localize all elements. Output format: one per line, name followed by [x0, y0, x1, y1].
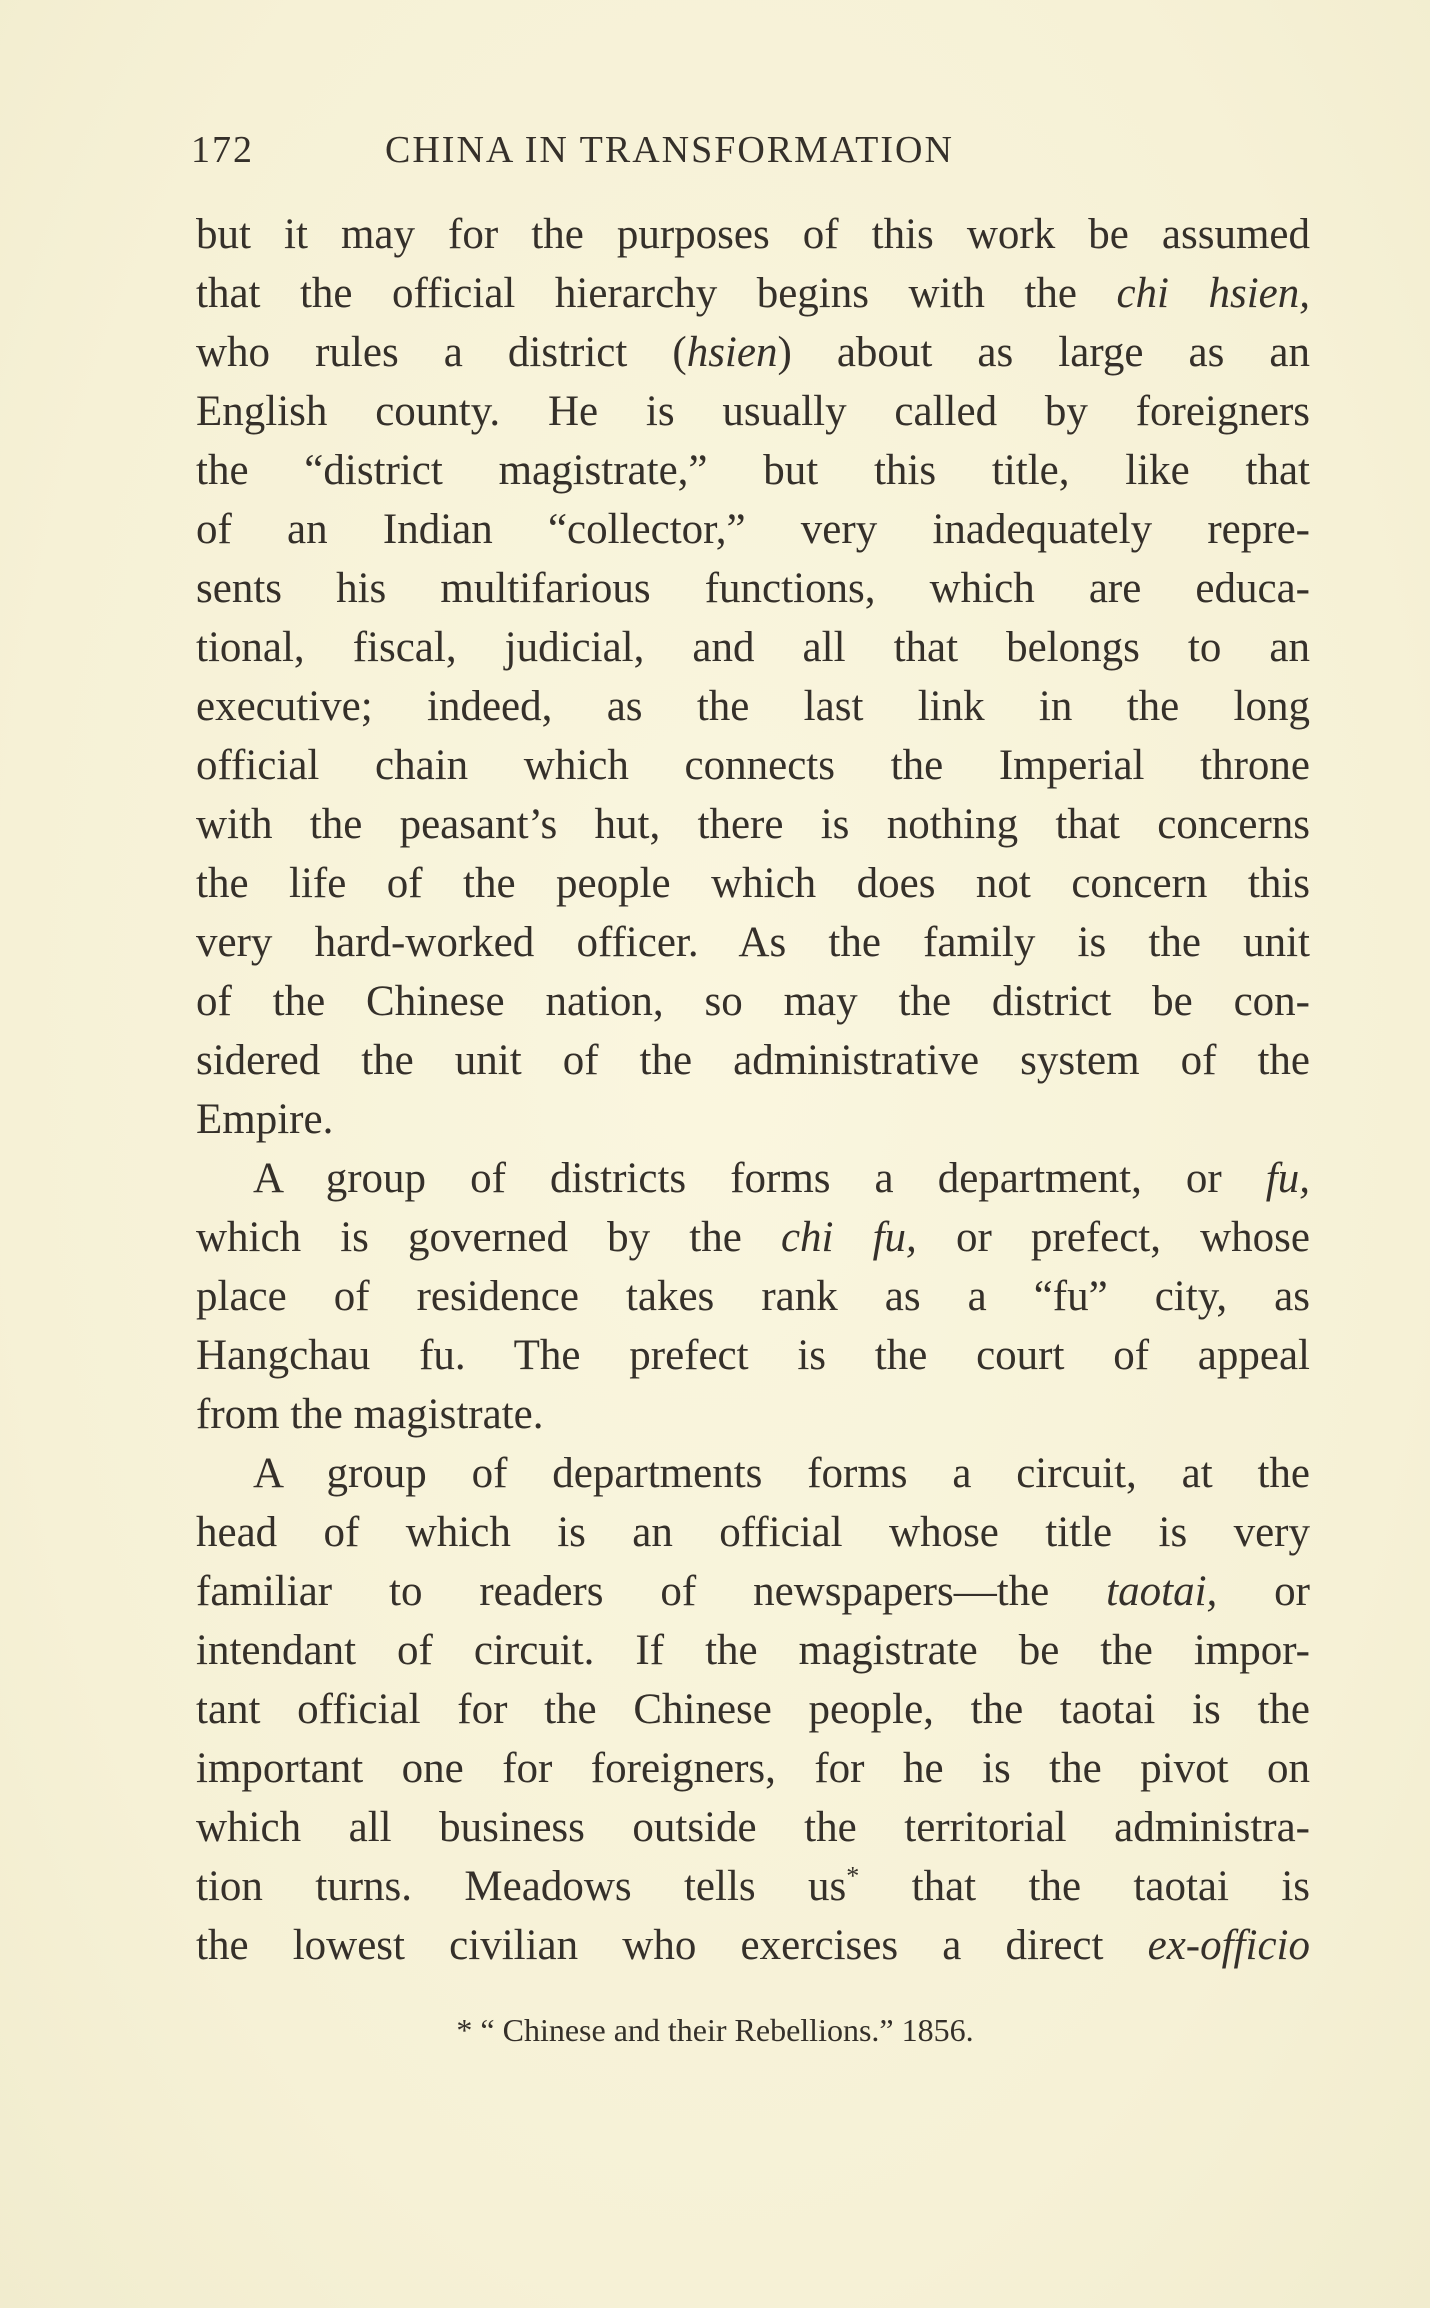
text-run: tant official for the Chinese people, the taotai is the [196, 1686, 1310, 1733]
text-run: A group of departments forms a circuit, at the [253, 1450, 1310, 1497]
text-line [196, 1385, 1310, 1444]
text-line [196, 677, 1310, 736]
text-run: A group of districts forms a department, or [253, 1155, 1266, 1202]
text-line [196, 854, 1310, 913]
text-run: tion turns. Meadows tells us [196, 1863, 847, 1910]
italic-term: chi fu, [780, 1214, 917, 1261]
text-line [196, 913, 1310, 972]
text-line [196, 1326, 1310, 1385]
text-run: ) about as large as an [777, 329, 1310, 376]
text-run: official chain which connects the Imperial throne [196, 742, 1310, 789]
text-run: the lowest civilian who exercises a direct [196, 1922, 1148, 1969]
text-line [196, 559, 1310, 618]
footnote: * “ Chinese and their Rebellions.” 1856. [456, 2012, 974, 2048]
italic-term: ex-officio [1147, 1922, 1310, 1969]
italic-term: fu, [1265, 1155, 1310, 1202]
text-run: of an Indian “collector,” very inadequately repre- [196, 506, 1310, 553]
text-line [196, 972, 1310, 1031]
text-run: that the official hierarchy begins with the [196, 270, 1117, 317]
text-run: important one for foreigners, for he is the pivot on [196, 1745, 1310, 1792]
italic-term: hsien [686, 329, 778, 376]
running-header [191, 128, 1321, 178]
text-line [196, 382, 1310, 441]
page-number: 172 [191, 129, 254, 171]
text-line [196, 1267, 1310, 1326]
footnote-marker: * [846, 1861, 860, 1891]
body-text [196, 205, 1310, 1975]
text-line [196, 1621, 1310, 1680]
text-line [196, 205, 1310, 264]
running-title: CHINA IN TRANSFORMATION [385, 129, 954, 171]
text-line [196, 500, 1310, 559]
text-line [196, 264, 1310, 323]
text-line [196, 1149, 1310, 1208]
text-run: but it may for the purposes of this work be assumed [196, 211, 1310, 258]
text-run: English county. He is usually called by foreigners [196, 388, 1310, 435]
text-run: Hangchau fu. The prefect is the court of appeal [196, 1332, 1310, 1379]
text-line [196, 795, 1310, 854]
text-run: who rules a district ( [196, 329, 687, 376]
text-run: the life of the people which does not concern this [196, 860, 1310, 907]
text-run: executive; indeed, as the last link in the long [196, 683, 1310, 730]
text-run: tional, fiscal, judicial, and all that belongs to an [196, 624, 1310, 671]
text-run: intendant of circuit. If the magistrate be the impor- [196, 1627, 1310, 1674]
text-run: place of residence takes rank as a “fu” city, as [196, 1273, 1310, 1320]
text-line [196, 736, 1310, 795]
text-line [196, 1857, 1310, 1916]
text-line [196, 1680, 1310, 1739]
text-line [196, 1031, 1310, 1090]
italic-term: chi hsien, [1116, 270, 1310, 317]
text-run: sents his multifarious functions, which are educa- [196, 565, 1310, 612]
text-run: which all business outside the territorial administra- [196, 1804, 1310, 1851]
text-run: which is governed by the [196, 1214, 781, 1261]
text-line [196, 1090, 1310, 1149]
text-run: that the taotai is [859, 1863, 1310, 1910]
text-run: very hard-worked officer. As the family is the unit [196, 919, 1310, 966]
text-line [196, 1208, 1310, 1267]
italic-term: taotai, [1106, 1568, 1218, 1615]
text-run: sidered the unit of the administrative system of the [196, 1037, 1310, 1084]
text-run: of the Chinese nation, so may the district be con- [196, 978, 1310, 1025]
text-line [196, 1739, 1310, 1798]
text-line [196, 323, 1310, 382]
text-line [196, 618, 1310, 677]
text-run: head of which is an official whose title is very [196, 1509, 1310, 1556]
text-line [196, 1798, 1310, 1857]
text-line [196, 1562, 1310, 1621]
text-run: the “district magistrate,” but this title, like that [196, 447, 1310, 494]
text-line [196, 1503, 1310, 1562]
text-line [196, 441, 1310, 500]
text-run: or prefect, whose [916, 1214, 1310, 1261]
text-line [196, 1444, 1310, 1503]
text-line [196, 1916, 1310, 1975]
text-run: from the magistrate. [196, 1391, 544, 1438]
text-run: familiar to readers of newspapers—the [196, 1568, 1107, 1615]
text-run: or [1217, 1568, 1310, 1615]
text-run: Empire. [196, 1096, 334, 1143]
text-run: with the peasant’s hut, there is nothing that concerns [196, 801, 1310, 848]
